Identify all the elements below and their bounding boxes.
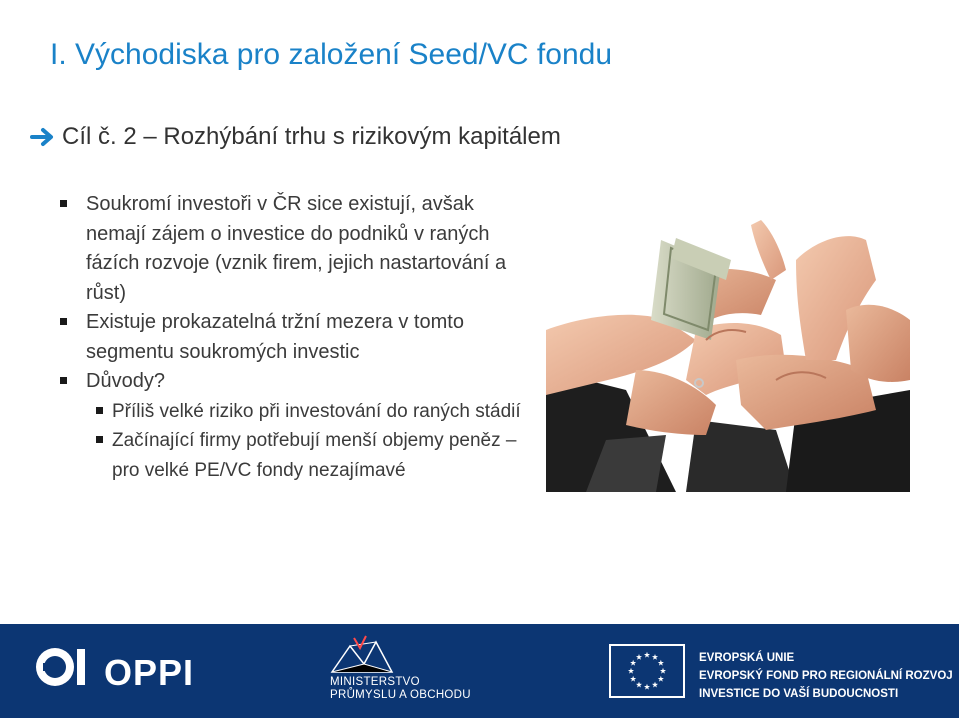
eu-line-3: INVESTICE DO VAŠÍ BUDOUCNOSTI xyxy=(699,688,899,700)
ministry-logo-icon xyxy=(330,634,394,674)
bullet-square-icon xyxy=(60,318,67,325)
bullet-square-icon xyxy=(60,377,67,384)
oppi-logo-icon xyxy=(33,639,89,695)
ministry-line-1: MINISTERSTVO xyxy=(330,676,420,688)
footer-bar xyxy=(0,624,959,718)
arrow-right-icon xyxy=(30,126,56,148)
eu-star-icon xyxy=(658,676,664,682)
eu-star-icon xyxy=(636,654,642,660)
sub-bullet-text: Příliš velké riziko při investování do raných stádií xyxy=(112,400,521,422)
bullet-item xyxy=(56,367,526,397)
eu-star-icon xyxy=(630,660,636,666)
slide-title: I. Východiska pro založení Seed/VC fondu xyxy=(50,38,613,71)
eu-star-icon xyxy=(644,652,650,658)
eu-star-icon xyxy=(658,660,664,666)
eu-star-icon xyxy=(652,682,658,688)
sub-bullet-item xyxy=(56,426,526,485)
bullet-list xyxy=(56,190,526,485)
eu-star-icon xyxy=(644,684,650,690)
eu-star-icon xyxy=(628,668,634,674)
eu-flag-icon xyxy=(609,644,685,698)
eu-line-2: EVROPSKÝ FOND PRO REGIONÁLNÍ ROZVOJ xyxy=(699,670,953,682)
eu-line-1: EVROPSKÁ UNIE xyxy=(699,652,795,664)
bullet-text: Důvody? xyxy=(86,370,165,392)
eu-star-icon xyxy=(652,654,658,660)
subtitle-row xyxy=(30,121,561,153)
hands-money-photo xyxy=(546,220,910,492)
bullet-text: Existuje prokazatelná tržní mezera v tomto segmentu soukromých investic xyxy=(86,311,464,363)
sub-bullet-item xyxy=(56,397,526,427)
eu-text xyxy=(699,649,953,703)
bullet-square-icon xyxy=(96,407,103,414)
slide-subtitle: Cíl č. 2 – Rozhýbání trhu s rizikovým kapitálem xyxy=(62,123,561,150)
bullet-square-icon xyxy=(60,200,67,207)
sub-bullet-text: Začínající firmy potřebují menší objemy peněz – pro velké PE/VC fondy nezajímavé xyxy=(112,430,517,481)
bullet-square-icon xyxy=(96,436,103,443)
bullet-text: Soukromí investoři v ČR sice existují, avšak nemají zájem o investice do podniků v raných fázích rozvoje (vznik firem, jejich nastartování a růst) xyxy=(86,193,507,304)
eu-star-icon xyxy=(636,682,642,688)
ministry-text xyxy=(330,676,471,702)
bullet-item xyxy=(56,308,526,367)
bullet-item xyxy=(56,190,526,308)
eu-star-icon xyxy=(630,676,636,682)
ministry-line-2: PRŮMYSLU A OBCHODU xyxy=(330,689,471,701)
oppi-label: OPPI xyxy=(104,652,195,693)
eu-star-icon xyxy=(660,668,666,674)
